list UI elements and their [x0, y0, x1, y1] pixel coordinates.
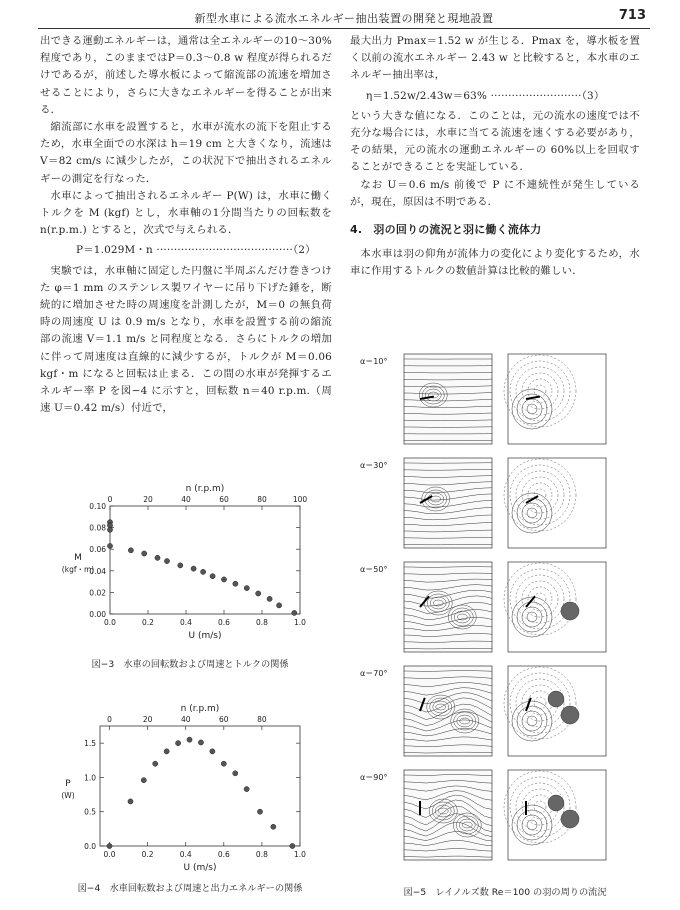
y-axis-label: P — [65, 779, 71, 789]
x2-tick-label: 60 — [219, 715, 229, 724]
figure-5 — [360, 350, 650, 880]
x2-axis-label: n (r.p.m) — [180, 704, 220, 714]
paragraph: という大きな値になる．このことは，元の流水の速度では不充分な場合には，水車に当てる流速を速くする必要があり，その結果，元の流水の運動エネルギーの 60%以上を回収することができることを実証している． — [350, 109, 640, 174]
alpha-label: α＝70° — [360, 669, 388, 678]
x-tick-label: 0.0 — [104, 618, 116, 627]
figure-5-caption: 図−5 レイノルズ数 Re＝100 の羽の周りの流況 — [403, 887, 607, 898]
x2-tick-label: 0 — [107, 715, 112, 724]
x2-tick-label: 80 — [257, 715, 267, 724]
x-tick-label: 0.2 — [141, 850, 154, 859]
section-heading: 4. 羽の回りの流況と羽に働く流体力 — [350, 223, 542, 237]
y-tick-label: 0.06 — [89, 545, 106, 555]
equation-2: P＝1.029M・n ·······································（2） — [76, 244, 316, 257]
streamline-panel — [404, 770, 492, 860]
streamline-panel — [404, 666, 492, 756]
vorticity-panel — [508, 354, 606, 444]
paragraph: 水車によって抽出されるエネルギー P(W) は，水車に働くトルクを M (kgf) とし，水車軸の1分間当たりの回転数を n(r.p.m.) とすると，次式で与えられる． — [40, 189, 332, 237]
x-tick-label: 1.0 — [294, 618, 306, 627]
x2-tick-label: 20 — [142, 715, 153, 724]
y-tick-label: 0.02 — [89, 588, 106, 598]
data-point — [178, 563, 183, 568]
right-column — [350, 33, 640, 281]
vorticity-panel — [508, 458, 606, 548]
data-point — [128, 799, 133, 804]
y-axis-label: M — [74, 553, 82, 563]
x2-tick-label: 60 — [219, 495, 229, 504]
data-point — [233, 771, 238, 776]
figure-4-caption: 図−4 水車回転数および周速と出力エネルギーの関係 — [77, 883, 303, 894]
paragraph: 本水車は羽の仰角が流体力の変化により変化するため，水車に作用するトルクの数値計算は比較的難しい． — [350, 248, 640, 278]
alpha-label: α＝50° — [360, 565, 388, 574]
data-point — [257, 809, 262, 814]
vortex-core — [561, 602, 579, 620]
data-point — [271, 824, 276, 829]
data-point — [244, 786, 249, 791]
data-point — [107, 543, 112, 548]
x-tick-label: 0.6 — [218, 618, 230, 627]
data-point — [155, 555, 160, 560]
y-tick-label: 1.5 — [84, 739, 96, 749]
data-point — [191, 566, 196, 571]
vorticity-panel — [508, 666, 606, 756]
x-tick-label: 0.0 — [103, 850, 116, 859]
paragraph: なお U＝0.6 m/s 前後で P に不連続性が発生しているが，現在，原因は不明である． — [350, 178, 640, 208]
paragraph: 縮流部に水車を設置すると，水車が流水の流下を阻止するため，水車全面での水深は h＝19 cm と大きくなり，流速は V＝82 cm/s に減少したが，この状況下で抽出されるエネルギーの測定を行なった． — [40, 121, 332, 185]
alpha-label: α＝90° — [360, 773, 388, 782]
data-point — [210, 749, 215, 754]
data-point — [244, 585, 249, 590]
left-column — [40, 33, 332, 417]
y-axis-unit: (kgf・m) — [61, 565, 95, 574]
paragraph: 出できる運動エネルギーは，通常は全エネルギーの10〜30%程度であり，このままではP＝0.3〜0.8 w 程度が得られるだけであるが，前述した導水板によって縮流部の流速を増加させることにより，さらに大きなエネルギーを得ることが出来る． — [40, 35, 332, 116]
y-tick-label: 1.0 — [84, 773, 96, 783]
x2-tick-label: 0 — [107, 495, 113, 504]
x2-tick-label: 40 — [181, 495, 191, 504]
x2-axis-label: n (r.p.m) — [185, 484, 225, 494]
paragraph: 実験では，水車軸に固定した円盤に半周ぶんだけ巻きつけた φ＝1 mm のステンレス製ワイヤーに吊り下げた錘を，断続的に増加させた時の周速度を計測したが，M＝0 の無負荷時の周速度 U は 0.9 m/s となり，水車を設置する前の縮流部の流速 V＝1.1 m/s と同程度となる．さらにトルクの増加に伴って周速度は直線的に減少するが，トルクが M＝0.06 kgf・m になると回転は止まる．この間の水車が発揮するエネルギー率 P を図−4 に示すと，回転数 n＝40 r.p.m.（周速 U＝0.42 m/s）付近で， — [40, 264, 332, 415]
data-point — [107, 527, 112, 532]
y-tick-label: 0.10 — [89, 502, 106, 511]
x-tick-label: 0.6 — [217, 850, 230, 859]
data-point — [107, 843, 112, 848]
data-point — [164, 558, 169, 563]
data-point — [187, 737, 192, 742]
data-point — [292, 610, 297, 615]
data-point — [141, 778, 146, 783]
equation-3: η＝1.52w/2.43w＝63% ··························（3） — [366, 89, 605, 102]
y-axis-unit: (W) — [61, 791, 75, 800]
y-tick-label: 0.0 — [84, 842, 96, 851]
running-header — [38, 6, 650, 29]
x-tick-label: 0.2 — [142, 618, 154, 627]
x-axis-label: U (m/s) — [183, 863, 217, 873]
figure-3-chart — [50, 478, 330, 656]
vorticity-panel — [508, 562, 606, 652]
y-tick-label: 0.08 — [89, 523, 106, 533]
y-tick-label: 0.00 — [89, 610, 106, 619]
paragraph: 最大出力 Pmax＝1.52 w が生じる．Pmax を，導水板を置く以前の流水エネルギー 2.43 w と比較すると，本水車のエネルギー抽出率は， — [350, 35, 640, 82]
alpha-label: α＝30° — [360, 461, 388, 470]
x-tick-label: 0.8 — [255, 850, 268, 859]
data-point — [290, 843, 295, 848]
data-point — [201, 569, 206, 574]
x-axis-label: U (m/s) — [188, 631, 222, 641]
vortex-core — [561, 706, 579, 724]
data-point — [221, 577, 226, 582]
x2-tick-label: 40 — [180, 715, 191, 724]
data-point — [164, 749, 169, 754]
page-number: 713 — [618, 8, 646, 23]
header-title: 新型水車による流水エネルギー抽出装置の開発と現地設置 — [194, 12, 494, 25]
data-point — [267, 596, 272, 601]
x2-tick-label: 80 — [257, 495, 267, 504]
x2-tick-label: 100 — [292, 495, 308, 504]
data-point — [153, 761, 158, 766]
streamline-panel — [404, 458, 492, 548]
y-tick-label: 0.5 — [84, 807, 96, 817]
data-point — [277, 603, 282, 608]
vortex-core — [561, 810, 579, 828]
data-point — [221, 761, 226, 766]
data-point — [175, 741, 180, 746]
x-tick-label: 1.0 — [294, 850, 306, 859]
y-tick-label: 0.04 — [89, 566, 106, 576]
data-point — [198, 740, 203, 745]
x-tick-label: 0.4 — [180, 618, 192, 627]
vorticity-panel — [508, 770, 606, 860]
x2-tick-label: 20 — [143, 495, 153, 504]
x-tick-label: 0.8 — [256, 618, 268, 627]
figure-5-panels — [360, 350, 650, 880]
x-tick-label: 0.4 — [179, 850, 192, 859]
data-point — [256, 591, 261, 596]
vortex-core — [548, 691, 564, 707]
alpha-label: α＝10° — [360, 357, 388, 366]
vortex-core — [548, 795, 564, 811]
figure-4-chart — [50, 702, 330, 878]
figure-3-caption: 図−3 水車の回転数および周速とトルクの関係 — [91, 659, 289, 670]
data-point — [142, 551, 147, 556]
data-point — [128, 548, 133, 553]
streamline-panel — [404, 354, 492, 444]
data-point — [233, 581, 238, 586]
data-point — [210, 574, 215, 579]
